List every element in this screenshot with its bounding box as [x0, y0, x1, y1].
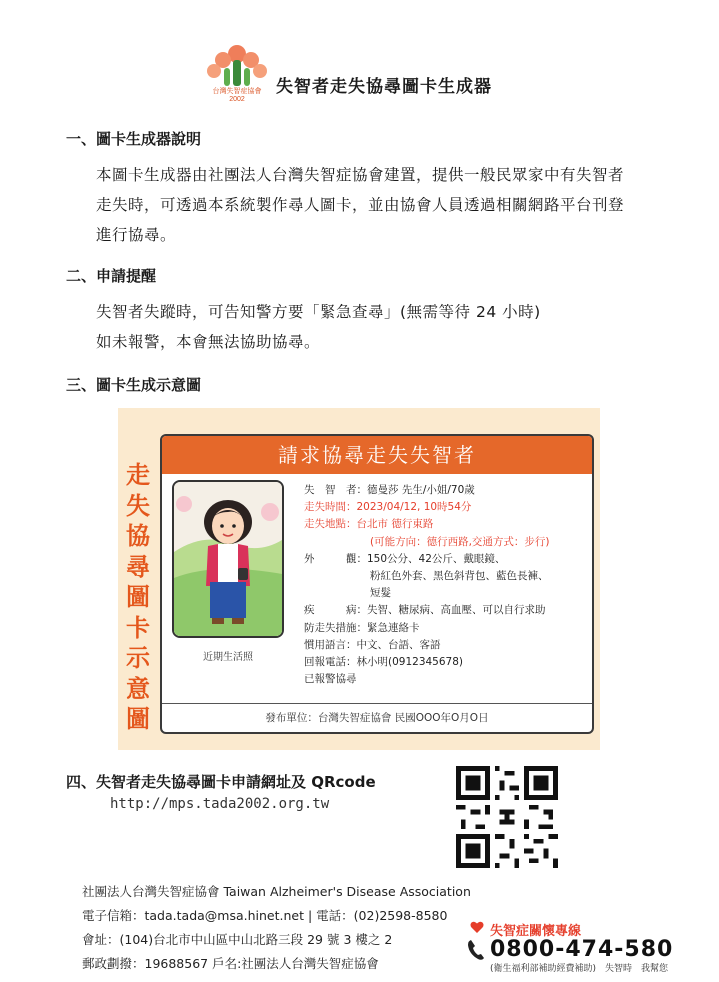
section-heading-reminder: 二、申請提醒: [66, 267, 157, 285]
card-detail-row: [304, 637, 589, 654]
card-detail-row: [304, 568, 589, 585]
card-detail-row: [304, 482, 589, 499]
hotline-subtitle: (衛生福利部補助經費補助) 失智時 我幫您: [490, 964, 669, 974]
card-detail-label: 失 智 者：: [304, 484, 367, 496]
card-detail-label: 外 觀：: [304, 552, 367, 565]
card-detail-value: 緊急連絡卡: [367, 621, 420, 634]
card-header: 請求協尋走失失智者: [162, 436, 592, 474]
hotline-title: 失智症關懷專線: [490, 924, 582, 939]
card-detail-value: 林小明(0912345678): [356, 656, 463, 669]
qr-code-icon[interactable]: [456, 766, 558, 868]
hotline-number[interactable]: 0800-474-580: [490, 937, 674, 962]
card-details: [304, 482, 589, 688]
card-footer: 發布單位：台灣失智症協會 民國OOO年O月O日: [162, 703, 592, 732]
association-logo: [202, 44, 272, 102]
card-detail-row: [304, 551, 589, 568]
section-heading-sample: 三、圖卡生成示意圖: [66, 376, 202, 394]
footer-postal: 郵政劃撥：19688567 戶名:社團法人台灣失智症協會: [82, 956, 379, 971]
section-heading-description: 一、圖卡生成器說明: [66, 130, 202, 148]
footer-address: 會址：(104)台北市中山區中山北路三段 29 號 3 樓之 2: [82, 932, 393, 947]
photo-caption: 近期生活照: [203, 652, 253, 663]
card-detail-label: 疾 病：: [304, 604, 367, 617]
card-detail-value: 150公分、42公斤、戴眼鏡、: [367, 552, 506, 565]
section-description-text: [96, 160, 671, 250]
paragraph-line: 失智者失蹤時，可告知警方要「緊急查尋」(無需等待 24 小時): [96, 303, 541, 321]
card-detail-value: 中文、台語、客語: [356, 638, 441, 651]
section-reminder-text: [96, 297, 671, 357]
application-url-link[interactable]: http://mps.tada2002.org.tw: [110, 796, 330, 812]
card-detail-row: [304, 516, 589, 533]
card-detail-row: [304, 671, 589, 688]
side-title-text: 走 失 協 尋 圖 卡 示 意 圖: [126, 461, 150, 733]
card-detail-value: 短髮: [370, 587, 391, 600]
card-detail-label: 走失時間：: [304, 501, 357, 514]
paragraph-line: 走失時，可透過本系統製作尋人圖卡，並由協會人員透過相關網路平台刊登: [96, 196, 625, 214]
card-detail-row: [304, 534, 589, 551]
person-photo: [172, 480, 284, 638]
sample-card-side-title: [124, 460, 152, 735]
card-detail-value: 2023/04/12, 10時54分: [356, 501, 472, 514]
card-detail-value: (可能方向：德行西路,交通方式：步行): [370, 535, 550, 548]
phone-icon: [466, 938, 486, 962]
card-detail-value: 台北市 德行東路: [356, 518, 434, 531]
paragraph-line: 進行協尋。: [96, 226, 177, 244]
heart-icon: [470, 920, 484, 934]
card-detail-label: 防走失措施：: [304, 621, 367, 634]
card-detail-value: 德曼莎 先生/小姐/70歲: [367, 484, 475, 496]
paragraph-line: 如未報警，本會無法協助協尋。: [96, 333, 321, 351]
card-detail-value: 粉紅色外套、黑色斜背包、藍色長褲、: [370, 570, 549, 583]
card-detail-label: 回報電話：: [304, 656, 357, 669]
card-detail-label: 慣用語言：: [304, 638, 357, 651]
missing-person-card: [160, 434, 594, 734]
card-detail-row: [304, 499, 589, 516]
page-title: 失智者走失協尋圖卡生成器: [276, 77, 492, 97]
card-detail-label: 已報警協尋: [304, 673, 357, 686]
card-detail-row: [304, 654, 589, 671]
card-detail-row: [304, 585, 589, 602]
section-heading-url: 四、失智者走失協尋圖卡申請網址及 QRcode: [66, 773, 376, 791]
footer-org: 社團法人台灣失智症協會 Taiwan Alzheimer's Disease Association: [82, 884, 471, 899]
paragraph-line: 本圖卡生成器由社團法人台灣失智症協會建置，提供一般民眾家中有失智者: [96, 166, 625, 184]
card-detail-row: [304, 620, 589, 637]
footer-contact: 電子信箱：tada.tada@msa.hinet.net | 電話：(02)2598-8580: [82, 908, 448, 923]
logo-year: 2002: [229, 96, 245, 102]
logo-text: 台灣失智症協會: [212, 88, 262, 95]
card-detail-row: [304, 602, 589, 619]
card-detail-value: 失智、糖尿病、高血壓、可以自行求助: [367, 604, 546, 617]
card-detail-label: 走失地點：: [304, 518, 357, 531]
person-illustration-icon: [174, 482, 282, 636]
